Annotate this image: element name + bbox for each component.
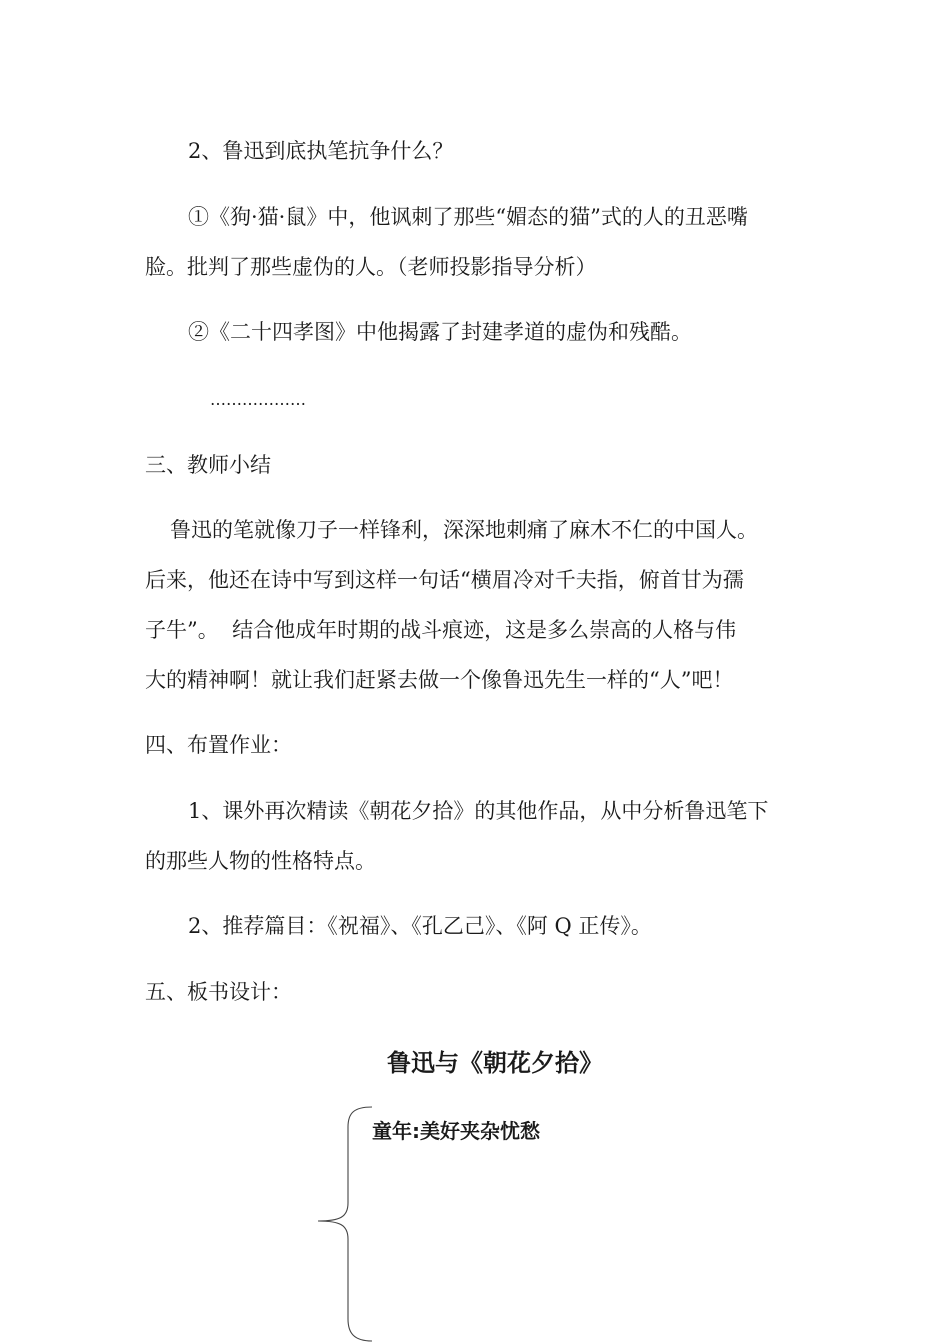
summary-line-2: 后来，他还在诗中写到这样一句话“横眉冷对千夫指，俯首甘为孺 <box>145 568 744 592</box>
section-5-heading: 五、板书设计： <box>145 980 292 1004</box>
question-2: 2、鲁迅到底执笔抗争什么？ <box>188 139 454 163</box>
board-item-childhood: 童年:美好夹杂忧愁 <box>372 1119 540 1143</box>
analysis-item-2: ②《二十四孝图》中他揭露了封建孝道的虚伪和残酷。 <box>188 320 692 344</box>
homework-2: 2、推荐篇目：《祝福》、《孔乙己》、《阿 Q 正传》。 <box>188 914 652 938</box>
board-title: 鲁迅与《朝花夕拾》 <box>387 1049 603 1077</box>
homework-1-line-1: 1、课外再次精读《朝花夕拾》的其他作品，从中分析鲁迅笔下 <box>188 799 769 823</box>
analysis-item-1-line-2: 脸。批判了那些虚伪的人。（老师投影指导分析） <box>145 255 597 279</box>
summary-line-1: 鲁迅的笔就像刀子一样锋利，深深地刺痛了麻木不仁的中国人。 <box>170 518 758 542</box>
ellipsis: ……………… <box>210 390 306 409</box>
section-3-heading: 三、教师小结 <box>145 453 271 477</box>
summary-line-4: 大的精神啊！就让我们赶紧去做一个像鲁迅先生一样的“人”吧！ <box>145 668 734 692</box>
summary-line-3: 子牛”。 结合他成年时期的战斗痕迹，这是多么崇高的人格与伟 <box>145 618 737 642</box>
analysis-item-1-line-1: ①《狗·猫·鼠》中，他讽刺了那些“媚态的猫”式的人的丑恶嘴 <box>188 205 748 229</box>
homework-1-line-2: 的那些人物的性格特点。 <box>145 849 376 873</box>
section-4-heading: 四、布置作业： <box>145 733 292 757</box>
left-brace <box>310 1105 380 1344</box>
